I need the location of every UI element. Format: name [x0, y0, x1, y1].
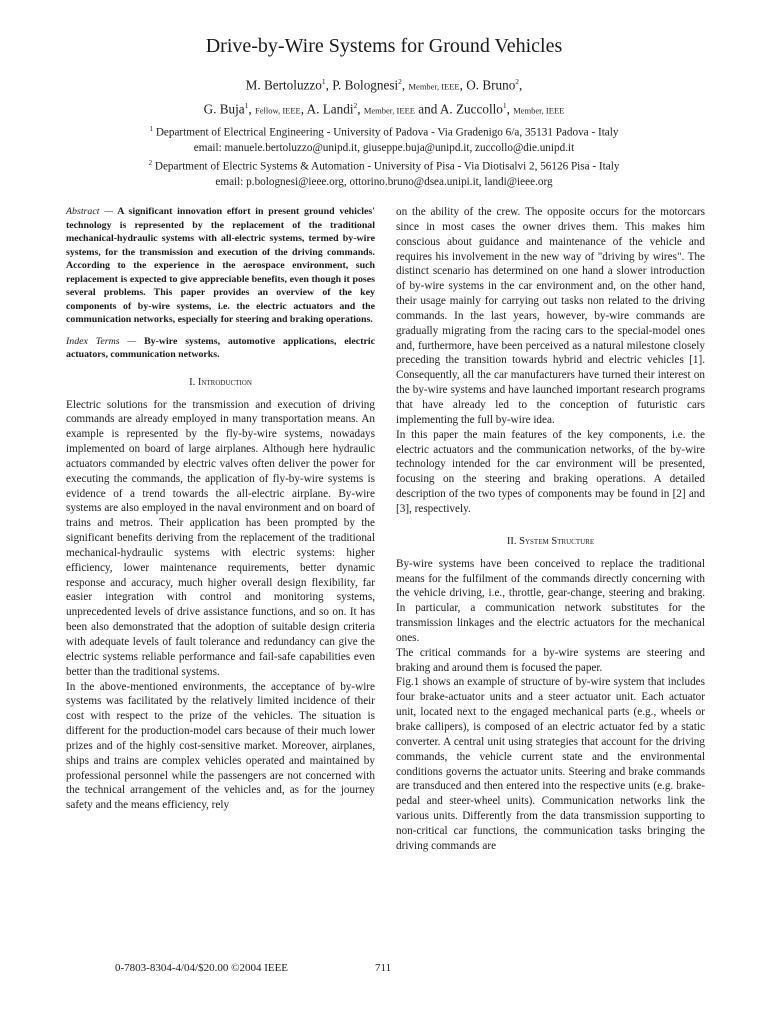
- author-membership: Member, IEEE: [513, 105, 565, 116]
- author-name: O. Bruno: [466, 77, 516, 93]
- author-affil-sup: 2: [515, 77, 520, 86]
- author-affil-sup: 1: [244, 101, 249, 111]
- author-membership: Fellow, IEEE: [255, 105, 301, 116]
- abstract: [66, 205, 375, 327]
- author-membership: Member, IEEE: [408, 81, 460, 92]
- affiliation-2-email: email: p.bolognesi@ieee.org, ottorino.bruno@dsea.unipi.it, landi@ieee.org: [215, 176, 553, 189]
- author-separator: and: [414, 101, 440, 117]
- copyright-footer: 0-7803-8304-4/04/$20.00 ©2004 IEEE: [115, 962, 289, 974]
- author-name: M. Bertoluzzo: [245, 77, 322, 93]
- affiliation-1: [0, 122, 768, 141]
- section-title: Introduction: [197, 376, 252, 388]
- body-paragraph: Fig.1 shows an example of structure of by-wire system that includes four brake-actuator units and a steer actuator unit. Each actuator unit, located next to the engaged mechanical parts (e.g., wheels or brake callipers), is composed of an electric actuator fed by a static converter. A central unit using strategies that account for the driving commands, the vehicle current state and the environmental conditions governs the actuator units. Steering and brake commands are transduced and then entered into the respective units (e.g. brake-pedal and steer-wheel units). Communication networks link the various units. Differently from the data transmission supporting to non-critical car functions, the communication tasks bringing the driving commands are: [396, 676, 705, 852]
- author-block: [0, 72, 768, 121]
- body-paragraph: Electric solutions for the transmission and execution of driving commands are already employed in many transportation means. An example is represented by the fly-by-wire systems, nowadays implemented on board of large airplanes. Although here hydraulic actuators commanded by electric valves often deliver the power for executing the commands, the application of fly-by-wire systems is evidence of a trend towards the all-electric airplane. By-wire systems are also employed in the naval environment and on board of trains and metros. Their application has been prompted by the significant benefits deriving from the replacement of the traditional mechanical-hydraulic systems with electric systems: higher efficiency, lower maintenance requirements, better dynamic response and accuracy, much higher overall design flexibility, far easier integration with control and monitoring systems, unprecedented levels of drive assistance functions, and so on. It has been also demonstrated that the adoption of suitable design criteria with adequate levels of fault tolerance and redundancy can give the electric systems reliable performance and fail-safe capabilities even better than the traditional systems.: [66, 398, 375, 678]
- body-paragraph: By-wire systems have been conceived to replace the traditional means for the fulfilment of the commands directly concerning with the vehicle driving, i.e., throttle, gear-change, steering and braking. In particular, a communication network substitutes for the transmission linkages and the electric actuators for the mechanical ones.: [396, 557, 705, 644]
- affiliation-2-text: Department of Electric Systems & Automation - University of Pisa - Via Diotisalvi 2, 56126 Pisa - Italy: [154, 160, 620, 173]
- author-affil-sup: 1: [321, 77, 326, 86]
- author-affil-sup: 2: [353, 101, 358, 111]
- body-paragraph: In the above-mentioned environments, the acceptance of by-wire systems was facilitated by the relatively limited incidence of their cost with respect to the prize of the vehicles. The situation is different for the production-model cars because of their much lower prizes and of the highly cost-sensitive market. Moreover, airplanes, ships and trains are complex vehicles operated and maintained by professional personnel while the passengers are not concerned with the technical arrangement of the vehicles and, as for the journey safety and the means efficiency, rely: [66, 680, 375, 812]
- author-name: P. Bolognesi: [332, 77, 399, 93]
- affil-sup: 1: [149, 125, 154, 133]
- author-affil-sup: 2: [398, 77, 402, 86]
- body-paragraph: on the ability of the crew. The opposite occurs for the motorcars since in most cases the owner drives them. This makes him conscious about guidance and maintenance of the vehicle and requires his involvement in the new way of "driving by wires". The distinct scenario has determined on one hand a slower introduction of by-wire systems in the car environment and, on the other hand, their usage mainly for carrying out tasks non related to the driving commands. In the last years, however, by-wire commands are gradually migrating from the racing cars to the special-model ones and, furthermore, have been perceived as a natural milestone closely preceding the transition towards hybrid and electric vehicles [1]. Consequently, all the car manufacturers have turned their interest on the by-wire systems and have launched important research programs that have already led to the conception of futuristic cars implementing the full by-wire idea.: [396, 206, 705, 426]
- author-separator: ,: [519, 77, 523, 93]
- affiliation-1-email: email: manuele.bertoluzzo@unipd.it, giuseppe.buja@unipd.it, zuccollo@die.unipd.it: [193, 141, 575, 154]
- page-number: 711: [375, 962, 392, 974]
- author-name: A. Landi: [306, 101, 354, 117]
- right-column: [396, 205, 705, 854]
- index-terms: [66, 335, 375, 362]
- section-number: II.: [506, 535, 520, 547]
- author-separator: ,: [325, 77, 333, 93]
- abstract-text: A significant innovation effort in present ground vehicles' technology is represented by the replacement of the traditional mechanical-hydraulic systems with all-electric systems, termed by-wire systems, for the transmission and execution of the driving commands. According to the experience in the aerospace environment, such replacement is expected to give appreciable benefits, even though it poses several problems. This paper provides an overview of the key components of by-wire systems, i.e. the electric actuators and the communication networks, especially for steering and braking operations.: [66, 206, 375, 325]
- section-heading-system-structure: [396, 535, 705, 549]
- index-terms-label: Index Terms —: [66, 335, 137, 347]
- section-title: System Structure: [519, 535, 595, 547]
- author-affil-sup: 1: [502, 101, 507, 111]
- left-column: [66, 205, 375, 813]
- affil-sup: 2: [148, 159, 153, 168]
- affiliation-1-text: Department of Electrical Engineering - University of Padova - Via Gradenigo 6/a, 35131 Padova - Italy: [155, 126, 619, 139]
- section-heading-introduction: [66, 376, 375, 390]
- abstract-label: Abstract —: [66, 206, 113, 217]
- body-paragraph: The critical commands for a by-wire systems are steering and braking and around them is focused the paper.: [396, 646, 705, 674]
- affiliation-2: [0, 156, 768, 175]
- author-line-2: G. Buja$^1$, Fellow, IEEE, A. Landi$^2$, Member, IEEE and A. Zuccollo$^1$, Member, IEEE: [203, 101, 565, 117]
- body-paragraph: In this paper the main features of the key components, i.e. the electric actuators and the communication networks, of the by-wire technology intended for the car environment will be presented, focusing on the steering and braking operations. A detailed description of the two types of components may be found in [2] and [3], respectively.: [396, 428, 705, 515]
- affiliation-block: [0, 122, 768, 190]
- index-terms-text: By-wire systems, automotive applications, electric actuators, communication networks.: [66, 335, 375, 360]
- author-line-1: M. Bertoluzzo$^1$, P. Bolognesi$^2$, Member, IEEE, O. Bruno$^2$,: [245, 77, 523, 93]
- author-name: A. Zuccollo: [439, 101, 503, 117]
- paper-title: Drive-by-Wire Systems for Ground Vehicles: [205, 35, 563, 57]
- author-membership: Member, IEEE: [363, 105, 415, 116]
- section-number: I.: [189, 376, 198, 388]
- author-name: G. Buja: [203, 101, 245, 117]
